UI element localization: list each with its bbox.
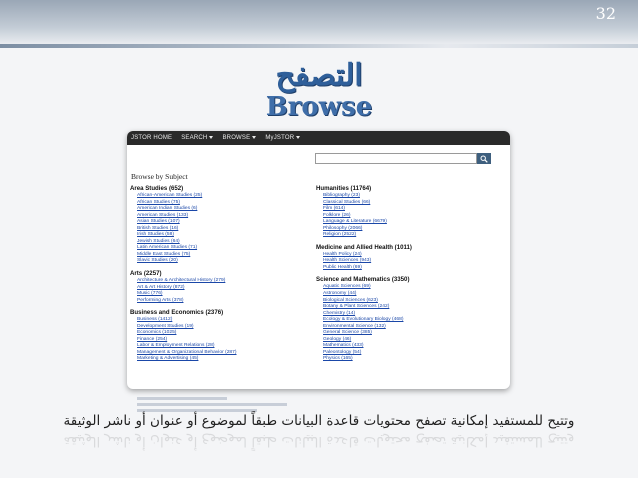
nav-search[interactable]: SEARCH bbox=[181, 135, 213, 141]
subject-link[interactable]: British Studies (16) bbox=[137, 225, 179, 231]
nav-jstor-home[interactable]: JSTOR HOME bbox=[131, 135, 173, 141]
subject-link[interactable]: Asian Studies (107) bbox=[137, 219, 180, 225]
subject-link[interactable]: Philosophy (2066) bbox=[323, 225, 363, 231]
subject-link[interactable]: Chemistry (14) bbox=[323, 310, 356, 316]
search-input[interactable] bbox=[315, 153, 477, 164]
caret-down-icon bbox=[209, 136, 213, 139]
subject-link[interactable]: Management & Organizational Behavior (287) bbox=[137, 349, 237, 355]
subject-column-right bbox=[316, 184, 506, 367]
browse-heading: Browse by Subject bbox=[131, 172, 188, 181]
subject-link[interactable]: Bibliography (23) bbox=[323, 193, 360, 198]
subject-link[interactable]: American Indian Studies (6) bbox=[137, 206, 198, 212]
subject-link[interactable]: Paleontology (54) bbox=[323, 349, 362, 355]
subject-group-title: Medicine and Allied Health (1011) bbox=[316, 243, 412, 251]
subject-group bbox=[316, 275, 506, 363]
subject-group-title: Science and Mathematics (3350) bbox=[316, 276, 410, 284]
subject-link[interactable]: Environmental Science (132) bbox=[323, 323, 386, 329]
slide-title-english: Browse bbox=[265, 92, 373, 122]
slide-caption-reflection: وتتيح للمستفيد إمكانية تصفح محتويات قاعدة البيانات طبقاً لموضوع أو عنوان أو ناشر الوثيقة bbox=[63, 433, 575, 449]
subject-link[interactable]: Jewish Studies (64) bbox=[137, 238, 180, 244]
subject-link[interactable]: Botany & Plant Sciences (242) bbox=[323, 304, 390, 310]
subject-link[interactable]: Music (776) bbox=[137, 291, 163, 297]
subject-group bbox=[316, 184, 506, 239]
jstor-navbar bbox=[127, 131, 510, 145]
subject-link[interactable]: Physics (165) bbox=[323, 356, 353, 362]
subject-link[interactable]: Folklore (26) bbox=[323, 212, 351, 218]
subject-link[interactable]: Finance (254) bbox=[137, 336, 168, 342]
subject-group bbox=[130, 308, 310, 363]
subject-group bbox=[316, 243, 506, 272]
caret-down-icon bbox=[252, 136, 256, 139]
subject-group bbox=[130, 184, 310, 265]
subject-link[interactable]: Middle East Studies (75) bbox=[137, 251, 191, 257]
search-bar bbox=[315, 153, 491, 164]
subject-group-title: Area Studies (652) bbox=[130, 185, 184, 192]
subject-link[interactable]: Aquatic Sciences (69) bbox=[323, 284, 371, 290]
subject-link[interactable]: Slavic Studies (20) bbox=[137, 258, 178, 264]
subject-link[interactable]: Film (614) bbox=[323, 206, 346, 212]
subject-link[interactable]: Performing Arts (378) bbox=[137, 297, 184, 303]
subject-column-left bbox=[130, 184, 310, 367]
nav-browse[interactable]: BROWSE bbox=[222, 135, 256, 141]
subject-link[interactable]: Astronomy (44) bbox=[323, 291, 357, 297]
subject-link[interactable]: Business (1412) bbox=[137, 317, 173, 323]
subject-link[interactable]: Development Studies (19) bbox=[137, 323, 194, 329]
subject-link[interactable]: Architecture & Architectural History (279) bbox=[137, 278, 226, 284]
subject-link[interactable]: Art & Art History (872) bbox=[137, 284, 185, 290]
subject-link[interactable]: General Science (385) bbox=[323, 330, 372, 336]
subject-link[interactable]: Classical Studies (66) bbox=[323, 199, 371, 205]
subject-link[interactable]: Labor & Employment Relations (28) bbox=[137, 343, 215, 349]
subject-link[interactable]: Marketing & Advertising (45) bbox=[137, 356, 199, 362]
subject-group bbox=[130, 269, 310, 304]
subject-link[interactable]: Economics (1025) bbox=[137, 330, 177, 336]
header-band bbox=[0, 0, 638, 46]
nav-myjstor[interactable]: MyJSTOR bbox=[265, 135, 300, 141]
search-icon bbox=[480, 155, 488, 163]
subject-link[interactable]: American Studies (133) bbox=[137, 212, 189, 218]
subject-link[interactable]: Latin American Studies (71) bbox=[137, 245, 198, 251]
subject-group-title: Arts (2257) bbox=[130, 270, 162, 278]
slide-title-arabic: التصفح bbox=[275, 58, 363, 93]
subject-link[interactable]: Health Policy (24) bbox=[323, 251, 362, 257]
subject-link[interactable]: Geology (46) bbox=[323, 336, 352, 342]
subject-link[interactable]: African Studies (75) bbox=[137, 199, 180, 205]
subject-link[interactable]: Religion (2522) bbox=[323, 232, 357, 238]
subject-link[interactable]: Public Health (69) bbox=[323, 264, 362, 270]
jstor-browse-screenshot bbox=[127, 131, 510, 389]
subject-link[interactable]: Ecology & Evolutionary Biology (468) bbox=[323, 317, 404, 323]
subject-link[interactable]: Health Sciences (943) bbox=[323, 258, 372, 264]
subject-link[interactable]: Biological Sciences (623) bbox=[323, 297, 378, 303]
slide-number: 32 bbox=[595, 4, 616, 23]
subject-link[interactable]: Irish Studies (58) bbox=[137, 232, 174, 238]
header-edge-stripe bbox=[0, 44, 638, 48]
slide-caption: وتتيح للمستفيد إمكانية تصفح محتويات قاعدة البيانات طبقاً لموضوع أو عنوان أو ناشر الوثيقة bbox=[63, 413, 575, 429]
subject-group-title: Humanities (11764) bbox=[316, 185, 372, 192]
caret-down-icon bbox=[296, 136, 300, 139]
subject-link[interactable]: Mathematics (433) bbox=[323, 343, 364, 349]
search-button[interactable] bbox=[477, 153, 491, 164]
subject-link[interactable]: Language & Literature (6679) bbox=[323, 219, 387, 225]
subject-link[interactable]: African-American Studies (25) bbox=[137, 193, 203, 198]
subject-group-title: Business and Economics (2376) bbox=[130, 309, 224, 317]
